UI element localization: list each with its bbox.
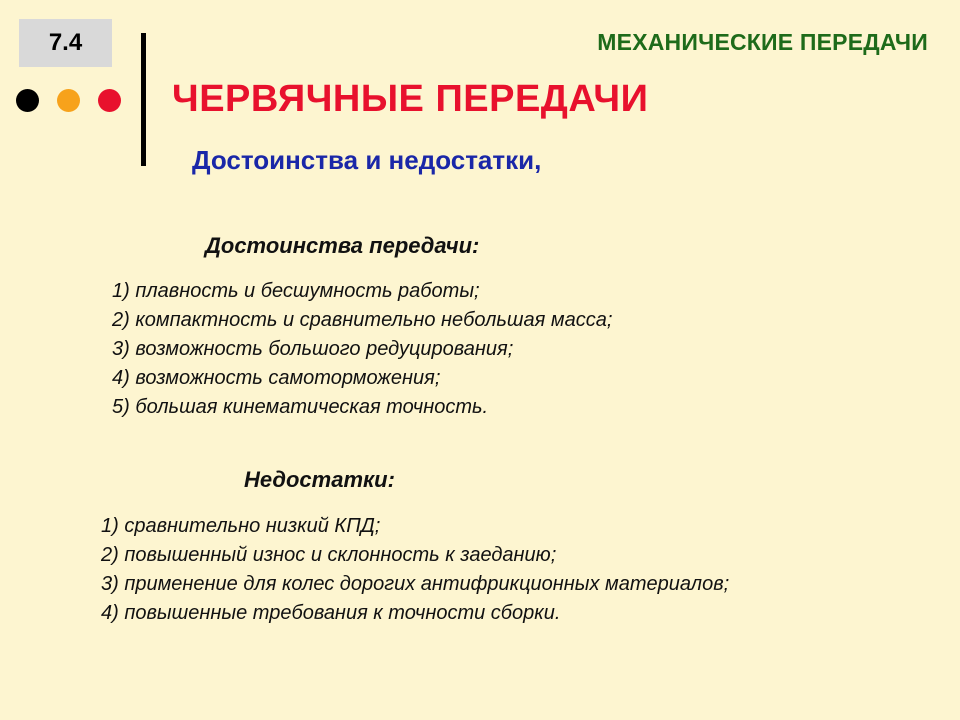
vertical-divider (141, 33, 146, 166)
disadvantages-heading: Недостатки: (244, 467, 395, 492)
list-item: 4) возможность самоторможения; (112, 367, 441, 389)
list-item: 3) применение для колес дорогих антифрикционных материалов; (101, 573, 730, 595)
orange-dot-icon (57, 89, 80, 112)
section-header-title: МЕХАНИЧЕСКИЕ ПЕРЕДАЧИ (597, 29, 928, 55)
page-subtitle: Достоинства и недостатки, (192, 145, 542, 175)
list-item: 2) компактность и сравнительно небольшая масса; (112, 309, 613, 331)
list-item: 2) повышенный износ и склонность к заеданию; (101, 544, 557, 566)
advantages-list (112, 277, 612, 422)
disadvantages-list (101, 512, 729, 628)
page-title: ЧЕРВЯЧНЫЕ ПЕРЕДАЧИ (172, 78, 649, 120)
slide-number: 7.4 (48, 29, 83, 56)
list-item: 1) плавность и бесшумность работы; (112, 280, 480, 302)
list-item: 1) сравнительно низкий КПД; (101, 515, 381, 537)
list-item: 4) повышенные требования к точности сборки. (101, 602, 561, 624)
slide-number-badge (19, 19, 112, 67)
list-item: 5) большая кинематическая точность. (112, 396, 489, 418)
red-dot-icon (98, 89, 121, 112)
black-dot-icon (16, 89, 39, 112)
advantages-heading: Достоинства передачи: (205, 233, 480, 258)
list-item: 3) возможность большого редуцирования; (112, 338, 514, 360)
